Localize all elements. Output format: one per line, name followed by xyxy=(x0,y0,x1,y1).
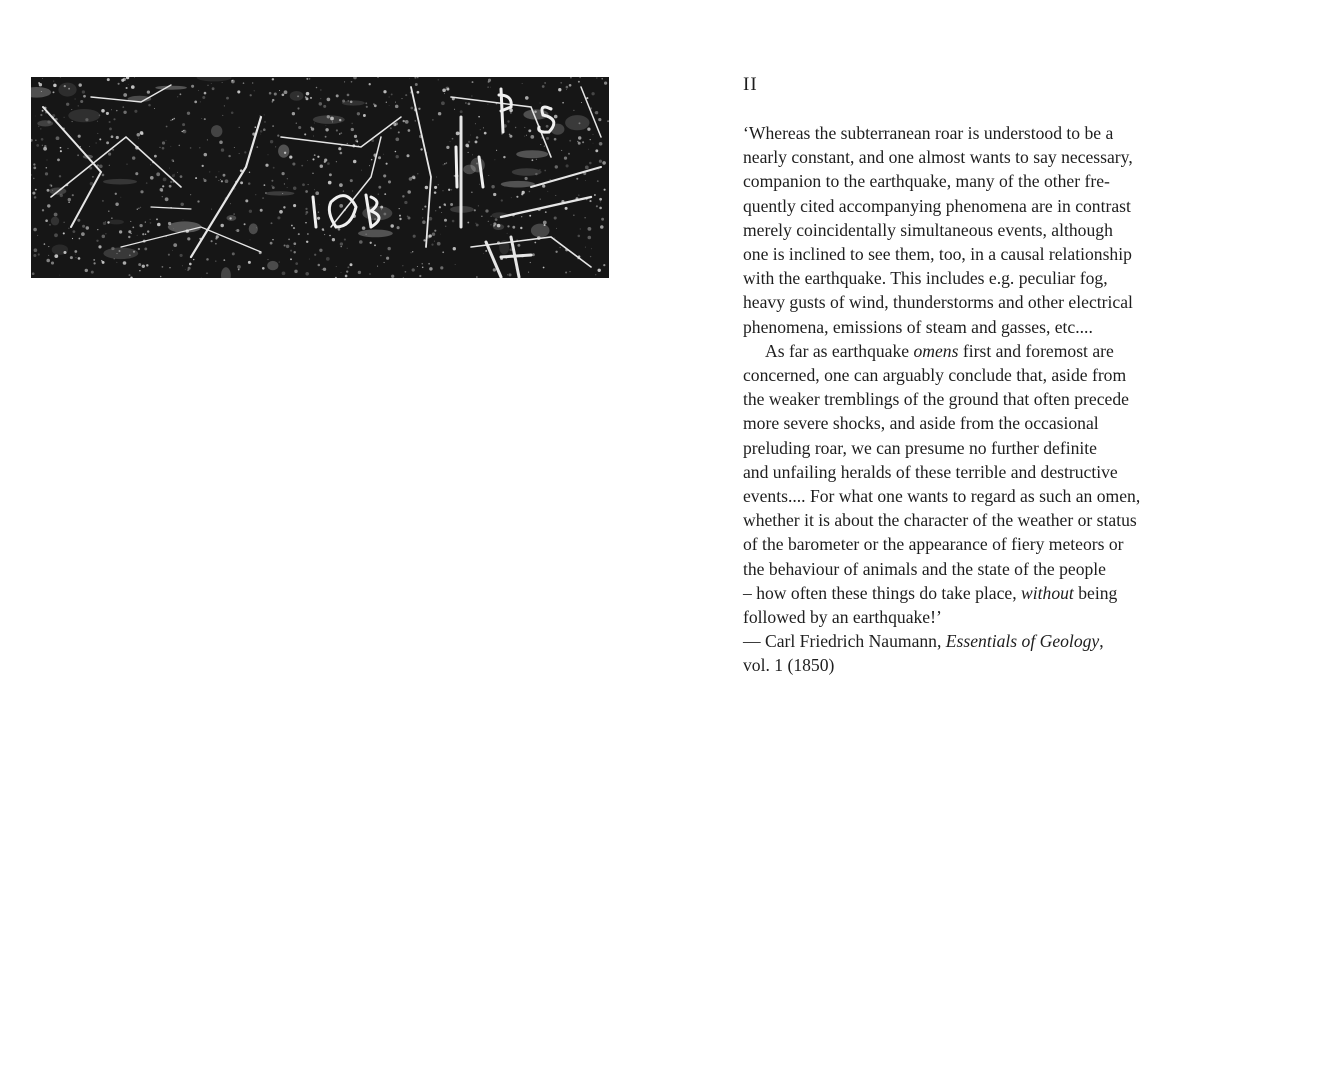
quote-line: of the barometer or the appearance of fiery meteors or xyxy=(743,534,1124,555)
attribution-line xyxy=(743,629,1223,653)
graffiti-wall-photo xyxy=(31,77,609,278)
text-run: As far as earthquake xyxy=(765,340,914,361)
quote-text xyxy=(743,121,1223,678)
emphasis-without: without xyxy=(1021,582,1074,603)
right-page xyxy=(667,0,1335,1080)
text-run: being xyxy=(1073,582,1118,603)
book-title: Essentials of Geology xyxy=(945,631,1100,652)
quote-line: phenomena, emissions of steam and gasses, etc.... xyxy=(743,316,1093,337)
text-run: , xyxy=(1099,631,1104,652)
quote-line: more severe shocks, and aside from the occasional xyxy=(743,413,1099,434)
quote-line: concerned, one can arguably conclude that, aside from xyxy=(743,365,1127,386)
quote-line: the behaviour of animals and the state of the people xyxy=(743,558,1106,579)
quote-line: heavy gusts of wind, thunderstorms and other electrical xyxy=(743,292,1133,313)
quote-line: merely coincidentally simultaneous events, although xyxy=(743,219,1113,240)
text-run: – how often these things do take place, xyxy=(743,582,1022,603)
quote-line: companion to the earthquake, many of the other fre- xyxy=(743,171,1110,192)
quote-line: quently cited accompanying phenomena are in contrast xyxy=(743,195,1131,216)
page-number: II xyxy=(743,74,758,95)
quote-line: events.... For what one wants to regard as such an omen, xyxy=(743,486,1141,507)
left-page xyxy=(0,0,667,1080)
emphasis-omens: omens xyxy=(913,340,959,361)
text-run: first and foremost are xyxy=(958,340,1114,361)
quote-line: one is inclined to see them, too, in a causal relationship xyxy=(743,244,1132,265)
quote-line: and unfailing heralds of these terrible and destructive xyxy=(743,461,1118,482)
photo-texture xyxy=(31,77,609,278)
author-name: — Carl Friedrich Naumann, xyxy=(743,631,946,652)
quote-line: preluding roar, we can presume no further definite xyxy=(743,437,1097,458)
quote-line: with the earthquake. This includes e.g. peculiar fog, xyxy=(743,268,1108,289)
quote-line: ‘Whereas the subterranean roar is understood to be a xyxy=(743,123,1114,143)
paragraph-2-first-line xyxy=(743,339,1223,363)
attribution-volume: vol. 1 (1850) xyxy=(743,655,835,676)
quote-line: whether it is about the character of the weather or status xyxy=(743,510,1137,531)
quote-line: nearly constant, and one almost wants to say necessary, xyxy=(743,147,1133,168)
quote-line: the weaker tremblings of the ground that often precede xyxy=(743,389,1129,410)
quote-line xyxy=(743,581,1223,605)
quote-line: followed by an earthquake!’ xyxy=(743,607,942,628)
